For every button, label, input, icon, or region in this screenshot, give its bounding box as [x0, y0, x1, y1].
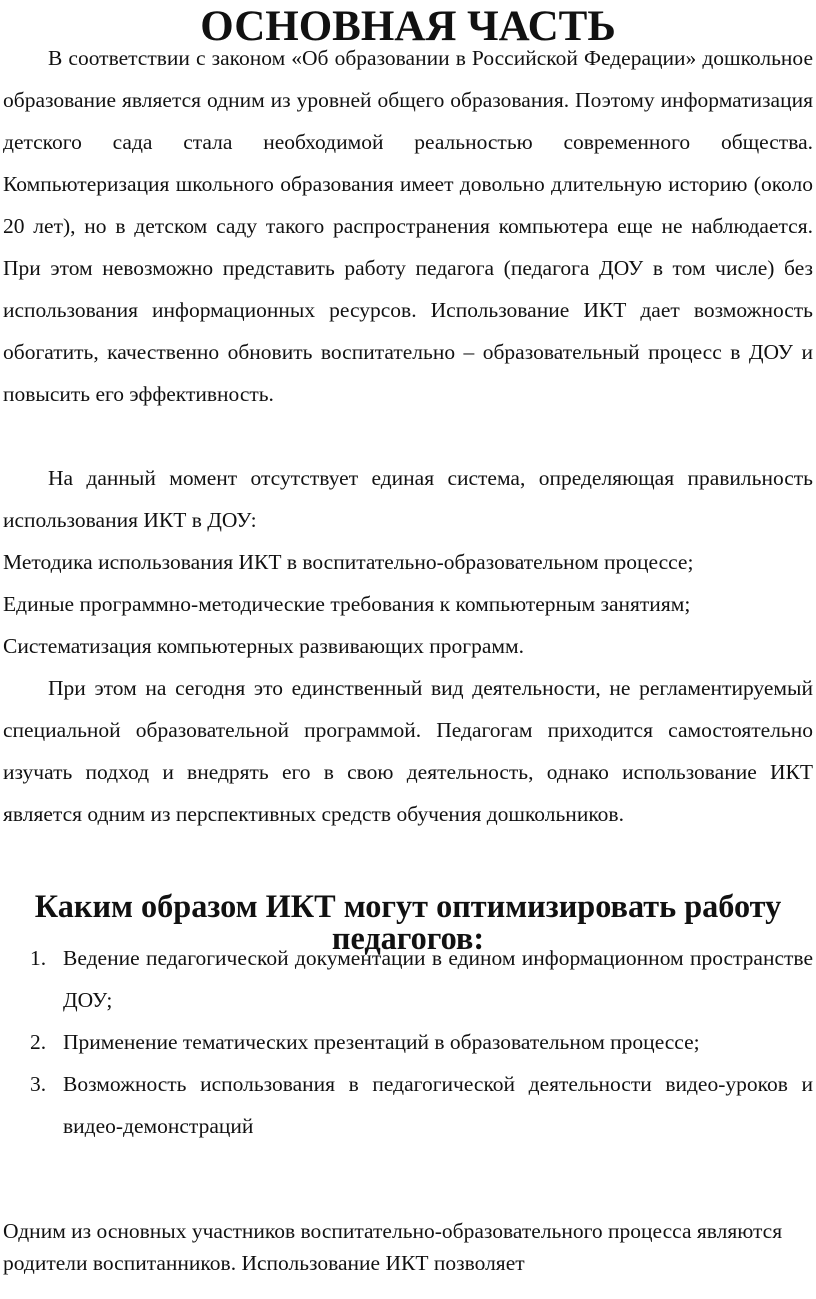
paragraph-parents: Одним из основных участников воспитательно-образовательного процесса являются родители воспитанников. Использование ИКТ позволяет — [3, 1219, 783, 1275]
requirement-line-systematization: Систематизация компьютерных развивающих программ. — [3, 634, 524, 658]
paragraph-current-state: При этом на сегодня это единственный вид деятельности, не регламентируемый специальной образовательной программой. Педагогам приходится самостоятельно изучать подход и внедрять его в свою деятельность, однако использование ИКТ является одним из перспективных средств обучения дошкольников. — [3, 676, 813, 826]
list-item-text: Применение тематических презентаций в образовательном процессе; — [63, 1030, 700, 1054]
paragraph-no-system: На данный момент отсутствует единая система, определяющая правильность использования ИКТ в ДОУ: — [3, 466, 813, 532]
list-item — [0, 1063, 816, 1147]
requirement-line-methodology: Методика использования ИКТ в воспитательно-образовательном процессе; — [3, 550, 694, 574]
list-item-number: 3. — [30, 1072, 47, 1096]
list-item — [0, 937, 816, 1021]
paragraph-intro: В соответствии с законом «Об образовании в Российской Федерации» дошкольное образование является одним из уровней общего образования. Поэтому информатизация детского сада стала необходимой реальностью современного общества. Компьютеризация школьного образования имеет довольно длительную историю (около 20 лет), но в детском саду такого распространения компьютера еще не наблюдается. При этом невозможно представить работу педагога (педагога ДОУ в том числе) без использования информационных ресурсов. Использование ИКТ дает возможность обогатить, качественно обновить воспитательно – образовательный процесс в ДОУ и повысить его эффективность. — [3, 46, 813, 406]
subheading-optimization: Каким образом ИКТ могут оптимизировать работу педагогов: — [34, 888, 782, 957]
list-item-text: Ведение педагогической документации в едином информационном пространстве ДОУ; — [63, 946, 813, 1012]
list-item-text: Возможность использования в педагогической деятельности видео-уроков и видео-демонстраций — [63, 1072, 813, 1138]
list-item — [0, 1021, 816, 1063]
optimization-list — [0, 937, 816, 1147]
list-item-number: 2. — [30, 1030, 47, 1054]
list-item-number: 1. — [30, 946, 47, 970]
requirement-line-standards: Единые программно-методические требования к компьютерным занятиям; — [3, 592, 691, 616]
section-heading: ОСНОВНАЯ ЧАСТЬ — [200, 3, 616, 50]
